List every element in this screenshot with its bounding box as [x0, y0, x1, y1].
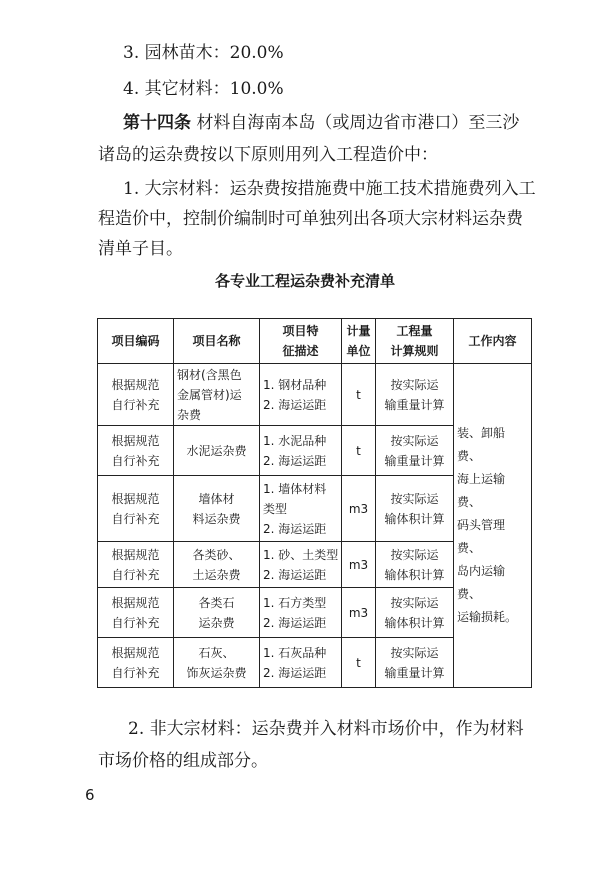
cell-unit: t	[342, 364, 376, 426]
cell-code: 根据规范 自行补充	[98, 476, 174, 542]
cell-code: 根据规范 自行补充	[98, 364, 174, 426]
point2-line2: 市场价格的组成部分。	[98, 751, 268, 771]
header-unit: 计量 单位	[342, 319, 376, 364]
cell-code: 根据规范 自行补充	[98, 638, 174, 688]
cell-unit: m3	[342, 542, 376, 588]
cell-name: 水泥运杂费	[174, 426, 260, 476]
point1-line2: 程造价中，控制价编制时可单独列出各项大宗材料运杂费	[98, 209, 523, 229]
header-rule: 工程量 计算规则	[376, 319, 454, 364]
cell-name: 钢材(含黑色 金属管材)运 杂费	[174, 364, 260, 426]
list-item-landscape-seedlings: 3. 园林苗木：20.0%	[123, 43, 284, 63]
cell-feature: 1. 墙体材料 类型 2. 海运运距	[260, 476, 342, 542]
cell-feature: 1. 石方类型 2. 海运运距	[260, 588, 342, 638]
cell-unit: t	[342, 426, 376, 476]
cell-unit: m3	[342, 588, 376, 638]
cell-code: 根据规范 自行补充	[98, 426, 174, 476]
cell-unit: m3	[342, 476, 376, 542]
cell-code: 根据规范 自行补充	[98, 542, 174, 588]
cell-work-content: 装、卸船费、 海上运输费、 码头管理费、 岛内运输费、 运输损耗。	[454, 364, 532, 688]
cell-feature: 1. 钢材品种 2. 海运运距	[260, 364, 342, 426]
table-row	[98, 364, 532, 426]
cell-feature: 1. 石灰品种 2. 海运运距	[260, 638, 342, 688]
cell-name: 石灰、 饰灰运杂费	[174, 638, 260, 688]
cell-rule: 按实际运 输体积计算	[376, 542, 454, 588]
cell-code: 根据规范 自行补充	[98, 588, 174, 638]
point2-line1: 2. 非大宗材料：运杂费并入材料市场价中，作为材料	[128, 719, 524, 739]
cell-name: 墙体材 料运杂费	[174, 476, 260, 542]
article-14-line2: 诸岛的运杂费按以下原则用列入工程造价中：	[98, 145, 438, 165]
cell-rule: 按实际运 输体积计算	[376, 588, 454, 638]
cell-feature: 1. 水泥品种 2. 海运运距	[260, 426, 342, 476]
cell-rule: 按实际运 输重量计算	[376, 364, 454, 426]
header-code: 项目编码	[98, 319, 174, 364]
header-name: 项目名称	[174, 319, 260, 364]
cell-name: 各类砂、 土运杂费	[174, 542, 260, 588]
article-label: 第十四条	[123, 113, 191, 133]
cell-unit: t	[342, 638, 376, 688]
header-feature: 项目特 征描述	[260, 319, 342, 364]
cell-name: 各类石 运杂费	[174, 588, 260, 638]
article-text-1: 材料自海南本岛（或周边省市港口）至三沙	[191, 113, 520, 133]
cell-feature: 1. 砂、土类型 2. 海运运距	[260, 542, 342, 588]
freight-table	[97, 318, 532, 688]
cell-rule: 按实际运 输重量计算	[376, 638, 454, 688]
point1-line3: 清单子目。	[98, 239, 183, 259]
cell-rule: 按实际运 输体积计算	[376, 476, 454, 542]
header-work: 工作内容	[454, 319, 532, 364]
list-item-other-materials: 4. 其它材料：10.0%	[123, 79, 284, 99]
table-header-row	[98, 319, 532, 364]
point1-line1: 1. 大宗材料：运杂费按措施费中施工技术措施费列入工	[123, 179, 536, 199]
table-caption: 各专业工程运杂费补充清单	[214, 272, 395, 290]
page-number: 6	[85, 786, 95, 804]
cell-rule: 按实际运 输重量计算	[376, 426, 454, 476]
article-14-line1	[123, 112, 519, 134]
